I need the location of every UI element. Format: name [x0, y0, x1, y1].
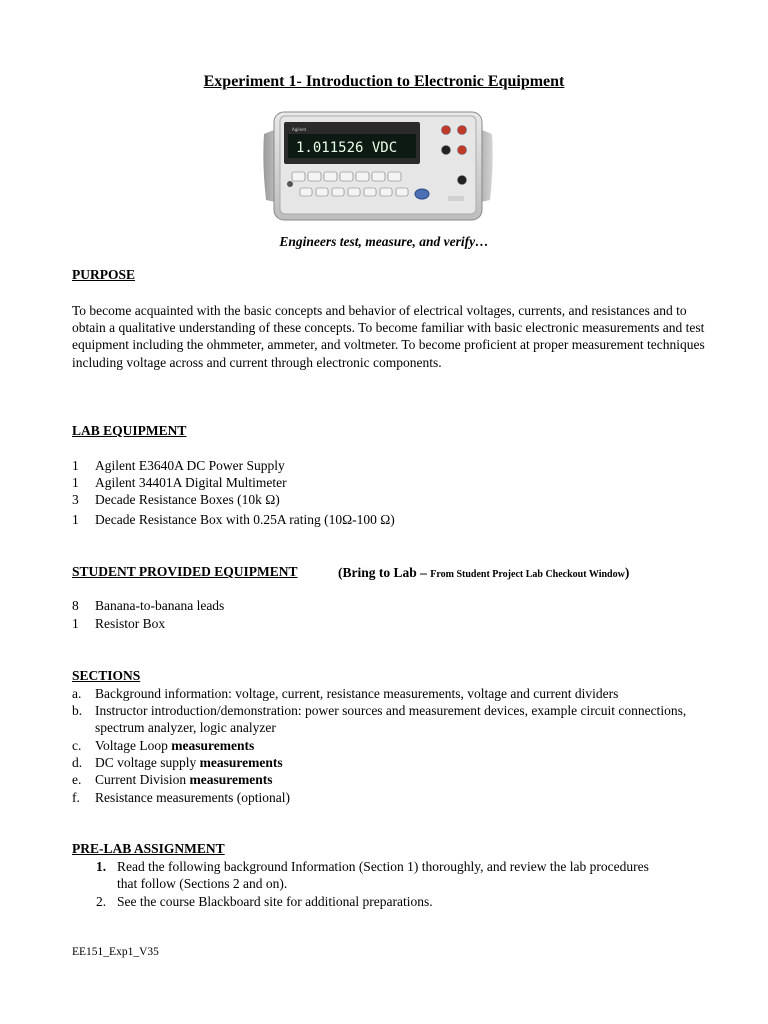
multimeter-image [262, 104, 494, 226]
display-reading: 1.011526 VDC [296, 140, 398, 156]
prelab-heading: PRE-LAB ASSIGNMENT [72, 841, 225, 856]
lab-equipment-heading: LAB EQUIPMENT [72, 423, 187, 438]
document-footer: EE151_Exp1_V35 [72, 946, 159, 958]
figure-caption: Engineers test, measure, and verify… [279, 234, 489, 249]
section-item: a. Background information: voltage, current, resistance measurements, voltage and current dividers [72, 686, 619, 701]
purpose-text: To become acquainted with the basic concepts and behavior of electrical voltages, currents, and resistances and to obtain a qualitative understanding of these concepts. To become familiar with basic electronic measurements and test equipment including the ohmmeter, ammeter, and voltmeter. To become proficient at proper measurement techniques including voltage across and current through electronic components. [72, 303, 705, 370]
brand-logo: Agilent [292, 127, 307, 132]
purpose-heading: PURPOSE [72, 267, 136, 282]
page-title: Experiment 1- Introduction to Electronic Equipment [203, 73, 565, 90]
section-item: e. Current Division measurements [72, 772, 273, 787]
document-page: Experiment 1- Introduction to Electronic Equipment Agilent 1.011526 VDC Engineers test, measure, and verify… PURPOSE To become acquainted with the basic concepts and behavior of electrical voltages, currents, and resistances and to obtain a qualitative understanding of these concepts. To become familiar with basic electronic measurements and test equipment including the ohmmeter, ammeter, and voltmeter. To become proficient at proper measurement techniques including voltage across and current through electronic components. LAB EQUIPMENT 1 Agilent E3640A DC Power Supply 1 Agilent 34401A Digital Multimeter 3 Decade Resistance Boxes (10k Ω) 1 Decade Resistance Box with 0.25A rating (10Ω-100 Ω) STUDENT PROVIDED EQUIPMENT (Bring to Lab – From Student Project Lab Checkout Window) 8 Banana-to-banana leads 1 Resistor Box SECTIONS a. Background information: voltage, current, resistance measurements, voltage and current dividers b. Instructor introduction/demonstration: power sources and measurement devices, example circuit connections, spectrum analyzer, logic analyzer c. Voltage Loop measurements d. DC voltage supply measurements e. Current Division measurements f. Resistance measurements (optional) PRE-LAB ASSIGNMENT 1. Read the following background Information (Section 1) thoroughly, and review the lab procedures that follow (Sections 2 and on). 2. See the course Blackboard site for additional preparations. EE151_Exp1_V35 [0, 0, 768, 1024]
sections-heading: SECTIONS [72, 668, 141, 683]
section-item: f. Resistance measurements (optional) [72, 790, 290, 805]
student-equipment-note: (Bring to Lab – From Student Project Lab Checkout Window) [338, 565, 630, 580]
section-item: c. Voltage Loop measurements [72, 738, 255, 753]
section-item: d. DC voltage supply measurements [72, 755, 283, 770]
section-item: b. Instructor introduction/demonstration: power sources and measurement devices, example circuit connections, spectrum analyzer, logic analyzer [72, 703, 687, 736]
student-equipment-heading: STUDENT PROVIDED EQUIPMENT [72, 564, 298, 579]
prelab-item: 2. See the course Blackboard site for additional preparations. [96, 894, 433, 909]
prelab-item: 1. Read the following background Information (Section 1) thoroughly, and review the lab procedures that follow (Sections 2 and on). [96, 859, 649, 892]
